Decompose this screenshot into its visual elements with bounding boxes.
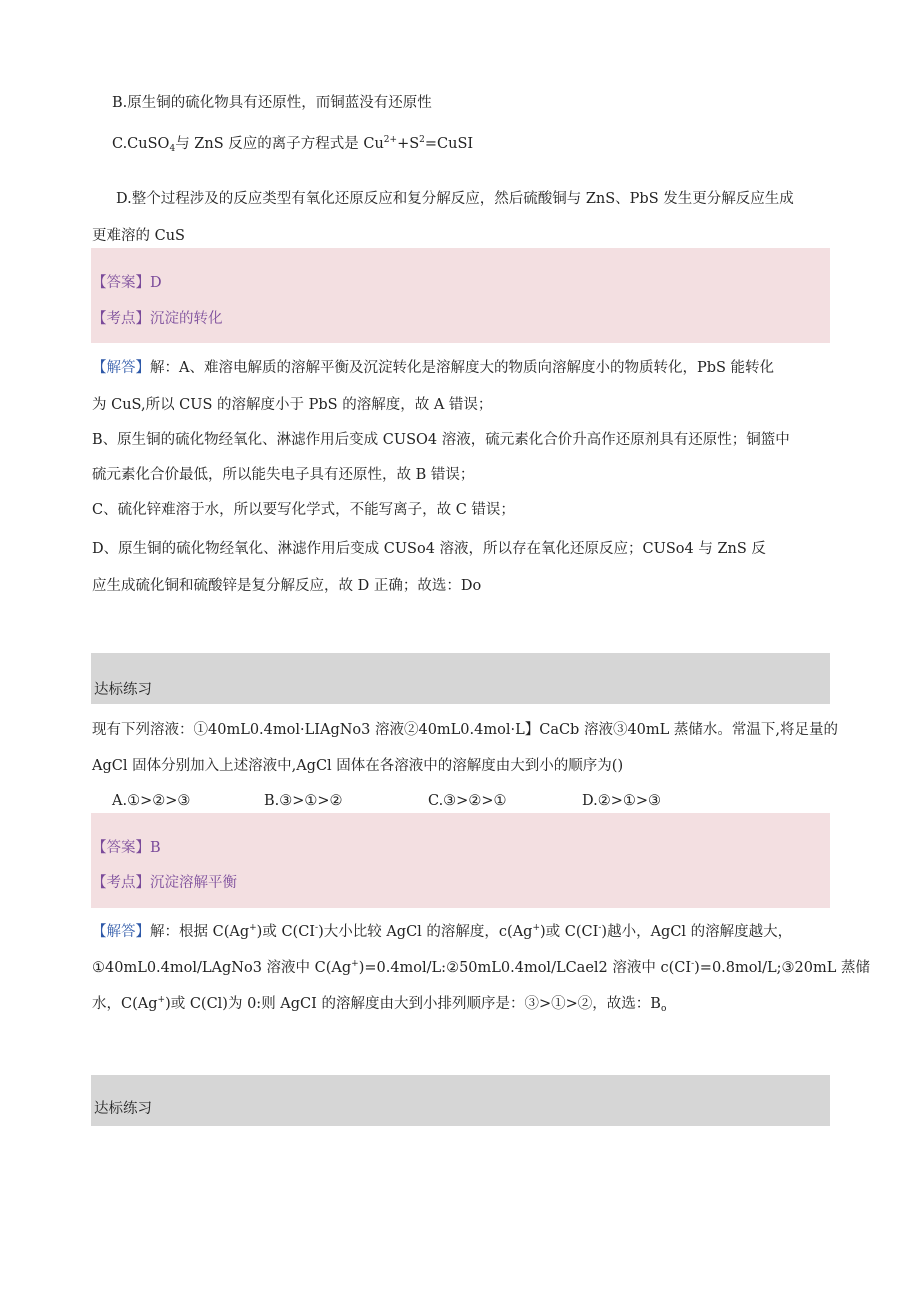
solution-line-1: 【解答】解：A、难溶电解质的溶解平衡及沉淀转化是溶解度大的物质向溶解度小的物质转化，PbS 能转化: [92, 360, 775, 376]
solution2-line-3: 水，C(Ag+)或 C(Cl)为 0:则 AgCI 的溶解度由大到小排列顺序是：③>①>②，故选：$B_o$: [92, 995, 667, 1014]
solution-line-5: C、硫化锌难溶于水，所以要写化学式，不能写离子，故 C 错误；: [92, 502, 515, 518]
option-b: B.原生铜的硫化物具有还原性，而铜蓝没有还原性: [112, 95, 432, 111]
answer-box-2: [91, 813, 830, 908]
question-stem-line1: 现有下列溶液：①40mL0.4mol·LIAgNo3 溶液②40mL0.4mol·L】CaCb 溶液③40mL 蒸储水。常温下,将足量的: [92, 722, 838, 738]
solution-line-2: 为 CuS,所以 CUS 的溶解度小于 PbS 的溶解度，故 A 错误；: [92, 397, 493, 413]
section-header-2: [91, 1075, 830, 1126]
solution-line-6: D、原生铜的硫化物经氧化、淋滤作用后变成 CUSo4 溶液，所以存在氧化还原反应；CUSo4 与 ZnS 反: [92, 541, 766, 557]
section-title-2: 达标练习: [94, 1101, 152, 1117]
option-d: D.②>①>③: [582, 793, 662, 809]
option-c: C.CuSO$_4$与 ZnS 反应的离子方程式是 $Cu^{2+}+S^2=CuSI$: [112, 135, 474, 154]
answer-line-2: 【答案】B: [92, 840, 161, 856]
solution-line-3: B、原生铜的硫化物经氧化、淋滤作用后变成 CUSO4 溶液，硫元素化合价升高作还原剂具有还原性；铜篮中: [92, 432, 790, 448]
option-a: A.①>②>③: [112, 793, 191, 809]
option-d-line2: 更难溶的 CuS: [92, 228, 185, 244]
section-header-1: [91, 653, 830, 704]
solution2-line-2: ①40mL0.4mol/LAgNo3 溶液中 C(Ag+)=0.4mol/L:②50mL0.4mol/LCael2 溶液中 c(CI-)=0.8mol/L;③20mL 蒸储: [92, 959, 870, 976]
point-line-2: 【考点】沉淀溶解平衡: [92, 875, 237, 891]
point-line-1: 【考点】沉淀的转化: [92, 311, 223, 327]
solution-line-4: 硫元素化合价最低，所以能失电子具有还原性，故 B 错误；: [92, 467, 475, 483]
answer-line-1: 【答案】D: [92, 275, 162, 291]
solution-line-7: 应生成硫化铜和硫酸锌是复分解反应，故 D 正确；故选：Do: [92, 578, 482, 594]
option-c: C.③>②>①: [428, 793, 507, 809]
section-title-1: 达标练习: [94, 682, 152, 698]
question-stem-line2: AgCl 固体分别加入上述溶液中,AgCl 固体在各溶液中的溶解度由大到小的顺序为(): [92, 758, 624, 774]
option-b: B.③>①>②: [264, 793, 343, 809]
option-d-line1: D.整个过程涉及的反应类型有氧化还原反应和复分解反应，然后硫酸铜与 ZnS、PbS 发生更分解反应生成: [116, 191, 794, 207]
solution2-line-1: 【解答】解：根据 C(Ag+)或 C(CI-)大小比较 AgCl 的溶解度，c(Ag+)或 C(CI-)越小，AgCl 的溶解度越大，: [92, 923, 793, 940]
